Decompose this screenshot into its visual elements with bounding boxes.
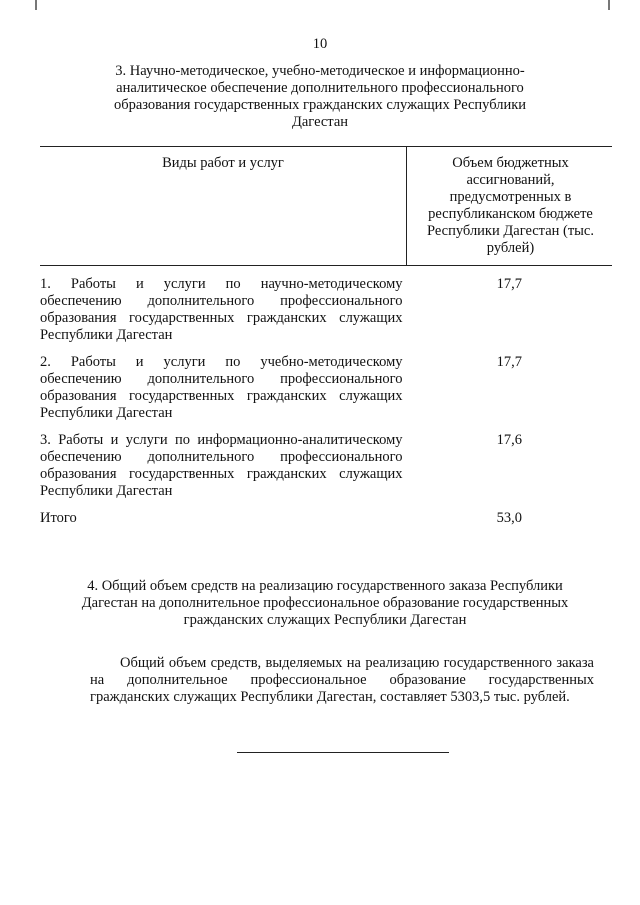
col-header-works: Виды работ и услуг [40,147,407,266]
end-divider [237,752,449,753]
total-label: Итого [40,510,77,526]
row-description: 3. Работы и услуги по информационно-аналитическому обеспечению дополнительного профессионального образования государственных гражданских служащих Республики Дагестан [40,432,403,499]
scan-mark [35,0,37,10]
budget-table [40,146,612,527]
table-header-row [40,147,612,266]
section-3-heading: 3. Научно-методическое, учебно-методическое и информационно-аналитическое обеспечение дополнительного профессионального образования государственных гражданских служащих Республики Дагестан [113,63,527,130]
total-value: 53,0 [496,510,522,526]
table-row [40,422,612,500]
scan-mark [608,0,610,10]
page-number: 10 [312,36,328,52]
table-total-row [40,500,612,527]
table-row [40,266,612,345]
row-description: 1. Работы и услуги по научно-методическому обеспечению дополнительного профессионального образования государственных гражданских служащих Республики Дагестан [40,276,403,343]
table-row [40,344,612,422]
row-value: 17,7 [496,354,522,370]
section-4-paragraph: Общий объем средств, выделяемых на реализацию государственного заказа на дополнительное профессиональное образование государственных гражданских служащих Республики Дагестан, составляет 5303,5 тыс. рублей. [90,655,594,705]
section-4-heading: 4. Общий объем средств на реализацию государственного заказа Республики Дагестан на дополнительное профессиональное образование государственных гражданских служащих Республики Дагестан [81,578,569,628]
col-header-budget: Объем бюджетных ассигнований, предусмотренных в республиканском бюджете Республики Дагестан (тыс. рублей) [407,147,613,266]
row-description: 2. Работы и услуги по учебно-методическому обеспечению дополнительного профессионального образования государственных гражданских служащих Республики Дагестан [40,354,403,421]
row-value: 17,7 [496,276,522,292]
row-value: 17,6 [496,432,522,448]
